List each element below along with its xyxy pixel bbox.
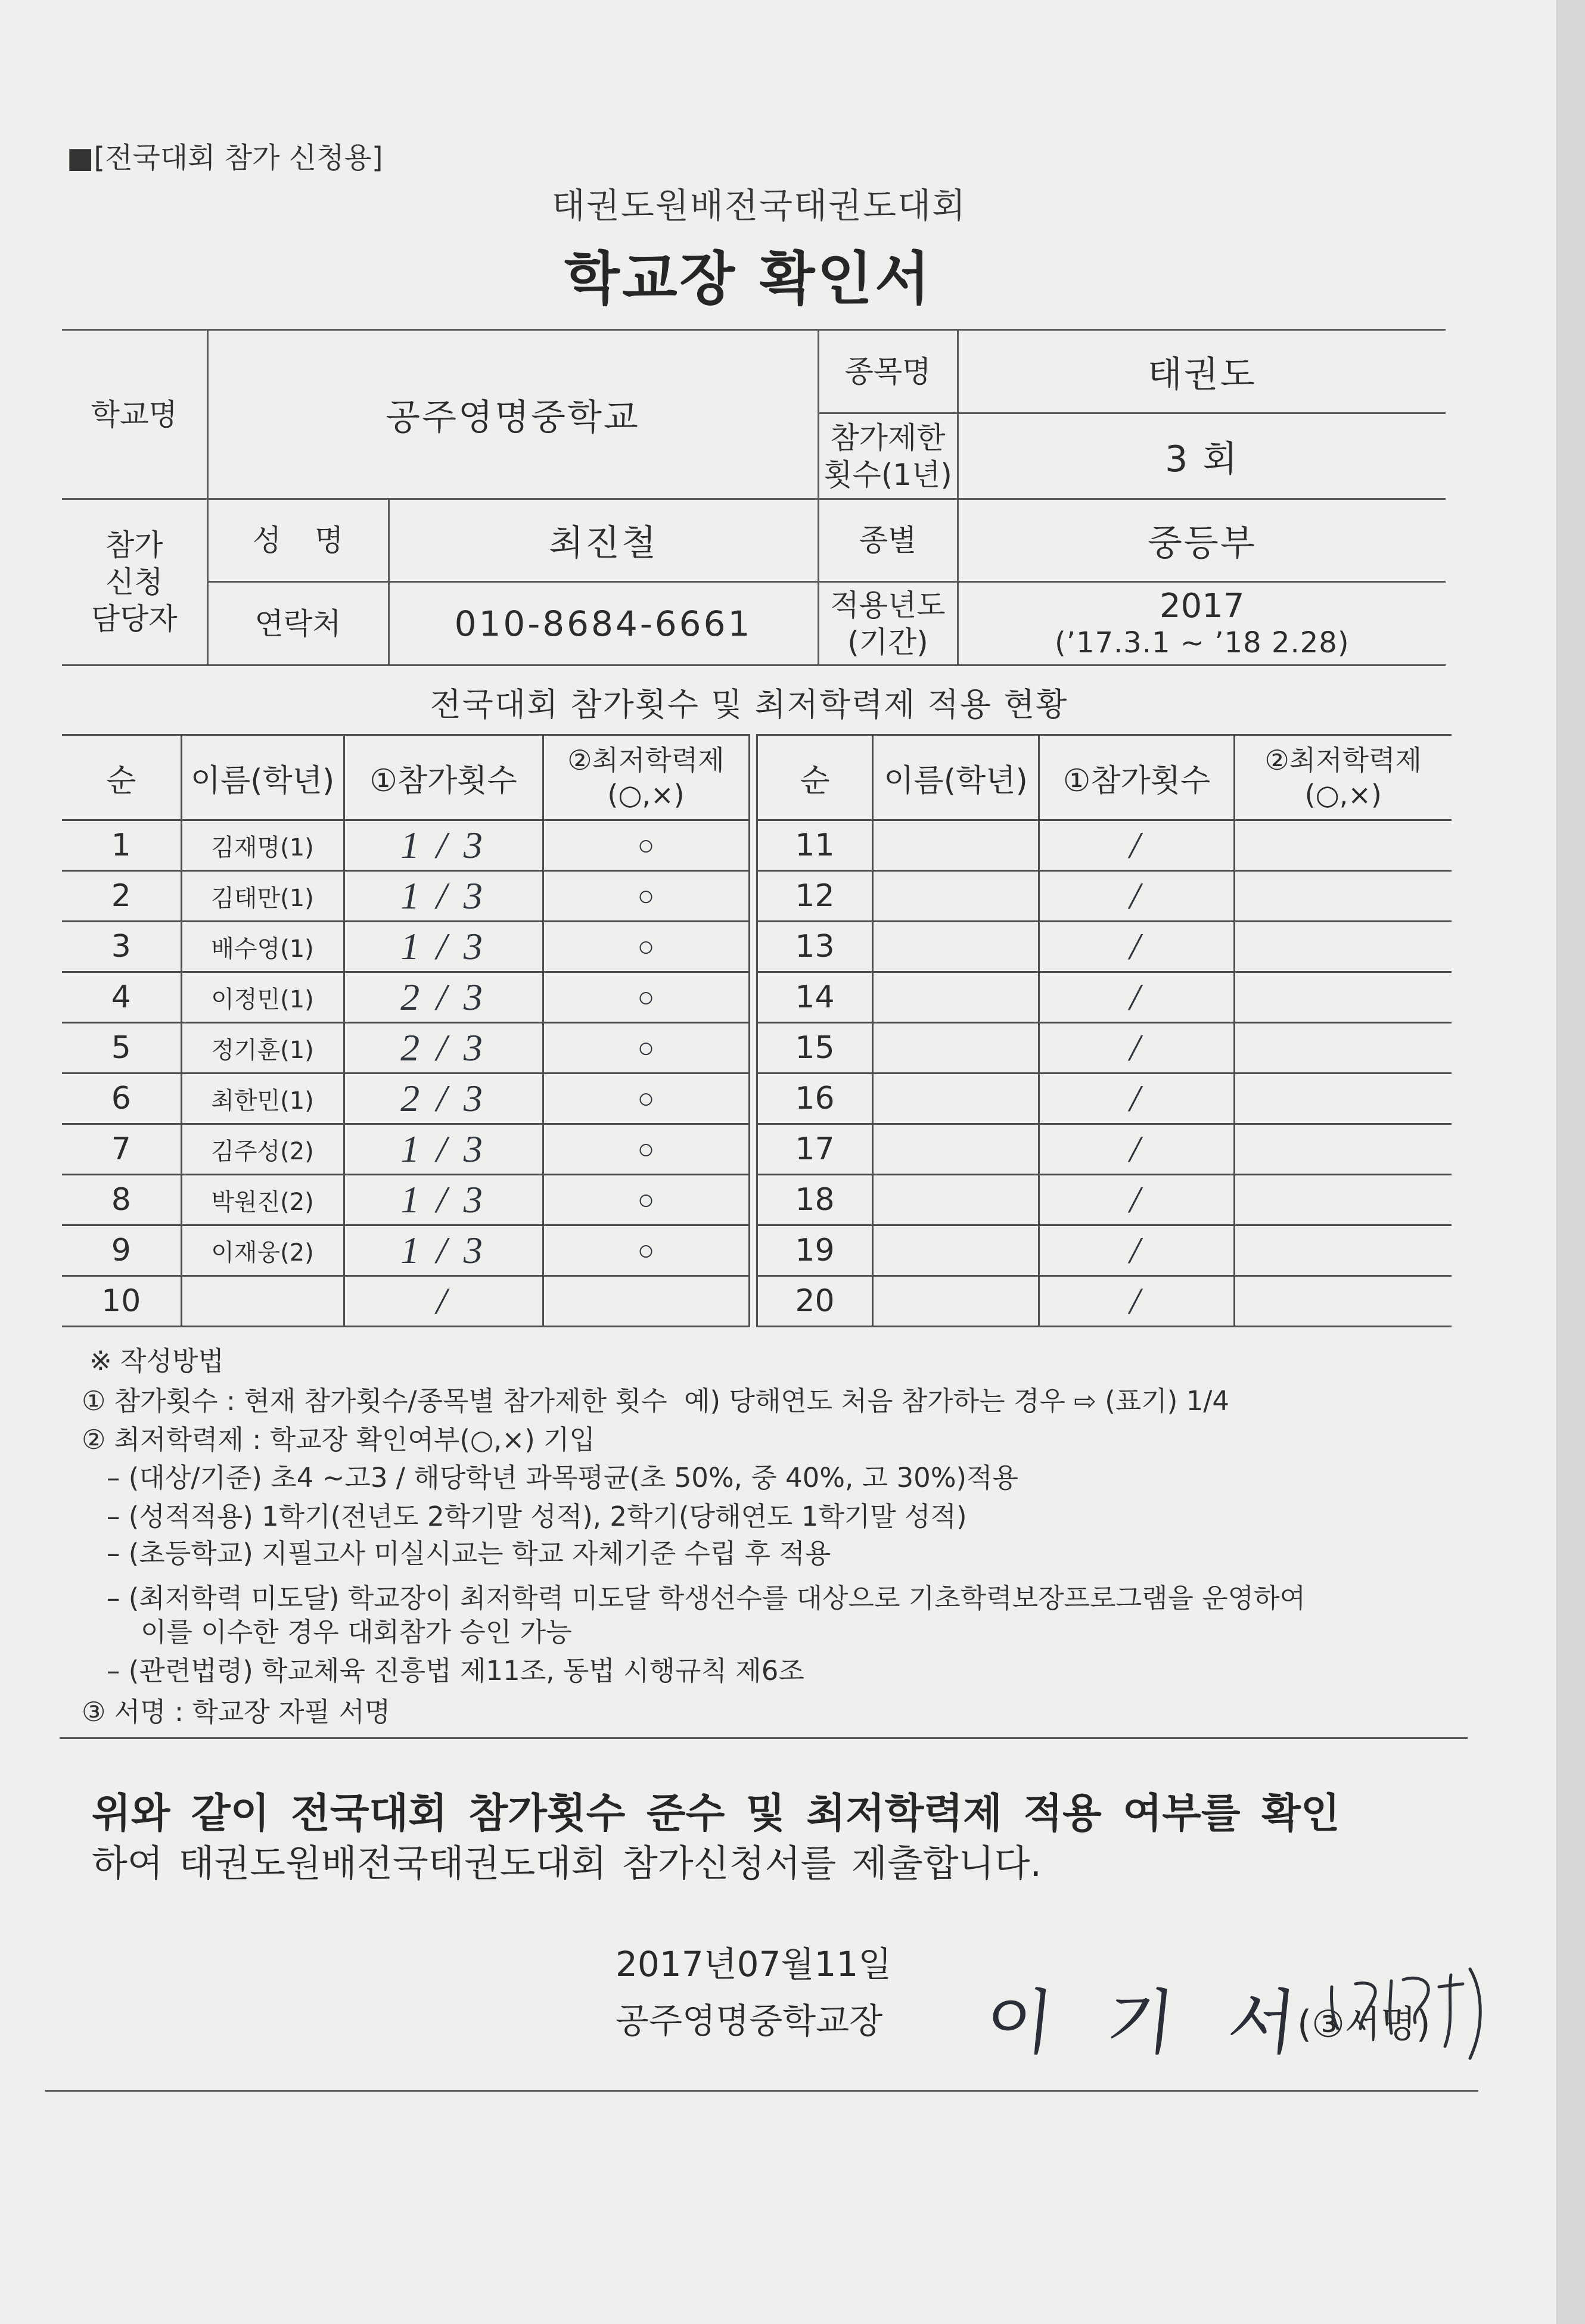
status-row — [757, 1276, 1452, 1327]
row-number-cell: 14 — [757, 972, 873, 1023]
divider — [60, 1737, 1468, 1739]
column-header-name: 이름(학년) — [873, 735, 1039, 820]
min-academic-check-cell: ○ — [543, 922, 749, 972]
participation-count-cell: 1 / 3 — [344, 871, 543, 922]
manager-label-line1: 참가 — [105, 528, 163, 562]
row-number-cell: 8 — [62, 1175, 181, 1225]
row-number-cell: 16 — [757, 1074, 873, 1124]
participation-count-cell: 2 / 3 — [344, 1023, 543, 1074]
student-name-cell: 배수영(1) — [181, 922, 344, 972]
status-row — [757, 820, 1452, 871]
participation-count-cell: 2 / 3 — [344, 972, 543, 1023]
participation-count-cell: 1 / 3 — [344, 820, 543, 871]
participation-count-cell: / — [1039, 820, 1235, 871]
status-table-left — [62, 734, 750, 1327]
form-category: ■[전국대회 참가 신청용] — [67, 141, 383, 175]
status-row — [62, 820, 749, 871]
signature-scribble-icon — [1314, 1963, 1493, 2064]
row-number-cell: 7 — [62, 1124, 181, 1175]
participation-count-cell: 1 / 3 — [344, 1175, 543, 1225]
status-row — [62, 871, 749, 922]
status-row — [62, 1124, 749, 1175]
column-header-number: 순 — [757, 735, 873, 820]
min-academic-check-cell: ○ — [543, 1124, 749, 1175]
status-row — [757, 1124, 1452, 1175]
status-row — [62, 1023, 749, 1074]
student-name-cell: 이정민(1) — [181, 972, 344, 1023]
row-number-cell: 4 — [62, 972, 181, 1023]
row-number-cell: 17 — [757, 1124, 873, 1175]
row-number-cell: 6 — [62, 1074, 181, 1124]
contact-label: 연락처 — [207, 582, 389, 665]
student-name-cell: 박원진(2) — [181, 1175, 344, 1225]
status-heading: 전국대회 참가횟수 및 최저학력제 적용 현황 — [430, 686, 1068, 723]
min-academic-check-cell — [1235, 871, 1452, 922]
applicable-year: 2017 — [1160, 586, 1245, 626]
row-number-cell: 10 — [62, 1276, 181, 1327]
manager-label — [62, 499, 207, 665]
min-academic-check-cell: ○ — [543, 1023, 749, 1074]
applicable-year-label-line2: (기간) — [847, 624, 928, 659]
min-academic-check-cell: ○ — [543, 871, 749, 922]
instruction-sub-item: – (초등학교) 지필고사 미실시교는 학교 자체기준 수립 후 적용 — [107, 1538, 831, 1569]
row-number-cell: 19 — [757, 1225, 873, 1276]
row-number-cell: 20 — [757, 1276, 873, 1327]
participation-count-cell: / — [1039, 871, 1235, 922]
row-number-cell: 11 — [757, 820, 873, 871]
min-academic-check-cell — [1235, 820, 1452, 871]
instruction-sub-item: – (관련법령) 학교체육 진흥법 제11조, 동법 시행규칙 제6조 — [107, 1655, 804, 1687]
row-number-cell: 9 — [62, 1225, 181, 1276]
status-row — [62, 1175, 749, 1225]
row-number-cell: 5 — [62, 1023, 181, 1074]
status-table-right — [756, 734, 1452, 1327]
participation-count-cell: / — [1039, 922, 1235, 972]
confirmation-statement-line2: 하여 태권도원배전국태권도대회 참가신청서를 제출합니다. — [92, 1841, 1042, 1885]
student-name-cell — [873, 922, 1039, 972]
participation-limit-label — [818, 413, 958, 499]
status-row — [757, 1225, 1452, 1276]
status-rows-left — [62, 820, 749, 1327]
status-row — [757, 1175, 1452, 1225]
bottom-divider — [45, 2090, 1478, 2092]
student-name-cell: 김주성(2) — [181, 1124, 344, 1175]
applicable-year-label-line1: 적용년도 — [830, 587, 946, 623]
applicant-info-table — [62, 329, 1446, 666]
student-name-cell: 최한민(1) — [181, 1074, 344, 1124]
status-rows-right — [757, 820, 1452, 1327]
column-header-count: ①참가횟수 — [344, 735, 543, 820]
school-name-value: 공주영명중학교 — [207, 330, 818, 499]
status-row — [62, 1225, 749, 1276]
student-name-cell — [181, 1276, 344, 1327]
column-header-name: 이름(학년) — [181, 735, 344, 820]
participation-limit-label-line1: 참가제한 — [830, 420, 946, 455]
status-row — [757, 922, 1452, 972]
min-academic-check-cell — [1235, 1124, 1452, 1175]
student-name-cell — [873, 1276, 1039, 1327]
column-header-min-academic-line1: ②최저학력제 — [567, 744, 725, 776]
manager-name-label: 성 명 — [207, 499, 389, 582]
row-number-cell: 15 — [757, 1023, 873, 1074]
student-name-cell — [873, 1124, 1039, 1175]
min-academic-check-cell: ○ — [543, 1225, 749, 1276]
status-row — [757, 1023, 1452, 1074]
min-academic-check-cell: ○ — [543, 1074, 749, 1124]
instruction-item-2: ② 최저학력제 : 학교장 확인여부(○,×) 기입 — [82, 1424, 595, 1455]
participation-count-cell: 1 / 3 — [344, 922, 543, 972]
division-label: 종별 — [818, 499, 958, 582]
row-number-cell: 18 — [757, 1175, 873, 1225]
student-name-cell: 김재명(1) — [181, 820, 344, 871]
event-name: 태권도원배전국태권도대회 — [551, 185, 967, 226]
sign-date: 2017년07월11일 — [616, 1944, 892, 1984]
status-row — [62, 1074, 749, 1124]
manager-label-line2: 신청 — [105, 565, 163, 599]
instruction-item-1: ① 참가횟수 : 현재 참가횟수/종목별 참가제한 횟수 예) 당해연도 처음 참가하는 경우 ⇨ (표기) 1/4 — [82, 1385, 1230, 1417]
paper-edge — [1556, 0, 1585, 2324]
participation-count-cell: / — [344, 1276, 543, 1327]
min-academic-check-cell — [1235, 972, 1452, 1023]
participation-count-cell: 1 / 3 — [344, 1124, 543, 1175]
student-name-cell — [873, 820, 1039, 871]
column-header-min-academic — [543, 735, 749, 820]
row-number-cell: 2 — [62, 871, 181, 922]
row-number-cell: 13 — [757, 922, 873, 972]
instructions-title: ※ 작성방법 — [89, 1345, 224, 1377]
min-academic-check-cell: ○ — [543, 972, 749, 1023]
sport-label: 종목명 — [818, 330, 958, 413]
status-row — [757, 972, 1452, 1023]
student-name-cell — [873, 1175, 1039, 1225]
column-header-min-academic-line2: (○,×) — [1304, 779, 1382, 811]
column-header-min-academic-line1: ②최저학력제 — [1264, 744, 1422, 776]
min-academic-check-cell — [1235, 1276, 1452, 1327]
row-number-cell: 1 — [62, 820, 181, 871]
min-academic-check-cell — [1235, 1074, 1452, 1124]
participation-count-cell: / — [1039, 1074, 1235, 1124]
student-name-cell — [873, 1074, 1039, 1124]
applicable-period: (’17.3.1 ~ ’18 2.28) — [1054, 626, 1350, 659]
student-name-cell: 김태만(1) — [181, 871, 344, 922]
instruction-item-3: ③ 서명 : 학교장 자필 서명 — [82, 1696, 391, 1728]
min-academic-check-cell — [1235, 1023, 1452, 1074]
participation-count-cell: / — [1039, 1175, 1235, 1225]
signature-label: (③서명) — [1297, 2002, 1431, 2046]
student-name-cell: 정기훈(1) — [181, 1023, 344, 1074]
instruction-sub-item: – (최저학력 미도달) 학교장이 최저학력 미도달 학생선수를 대상으로 기초학력보장프로그램을 운영하여 — [107, 1582, 1306, 1614]
participation-count-cell: 1 / 3 — [344, 1225, 543, 1276]
participation-count-cell: / — [1039, 1276, 1235, 1327]
row-number-cell: 3 — [62, 922, 181, 972]
status-row — [62, 972, 749, 1023]
participation-count-cell: / — [1039, 1124, 1235, 1175]
status-row — [62, 922, 749, 972]
status-row — [62, 1276, 749, 1327]
min-academic-check-cell: ○ — [543, 820, 749, 871]
manager-label-line3: 담당자 — [91, 602, 178, 636]
contact-value: 010-8684-6661 — [389, 582, 818, 665]
participation-limit-label-line2: 횟수(1년) — [823, 457, 952, 492]
school-name-label: 학교명 — [62, 330, 207, 499]
confirmation-statement-line1: 위와 같이 전국대회 참가횟수 준수 및 최저학력제 적용 여부를 확인 — [92, 1790, 1340, 1837]
applicable-year-label — [818, 582, 958, 665]
column-header-min-academic-line2: (○,×) — [607, 779, 685, 811]
instruction-sub-item: – (대상/기준) 초4 ~고3 / 해당학년 과목평균(초 50%, 중 40%, 고 30%)적용 — [107, 1462, 1018, 1494]
applicable-year-value — [958, 582, 1446, 665]
min-academic-check-cell — [1235, 1225, 1452, 1276]
document-title: 학교장 확인서 — [564, 245, 933, 312]
status-row — [757, 1074, 1452, 1124]
principal-title: 공주영명중학교장 — [616, 2001, 883, 2041]
min-academic-check-cell — [543, 1276, 749, 1327]
column-header-count: ①참가횟수 — [1039, 735, 1235, 820]
manager-name-value: 최진철 — [389, 499, 818, 582]
student-name-cell: 이재웅(2) — [181, 1225, 344, 1276]
student-name-cell — [873, 972, 1039, 1023]
instruction-sub-item: 이를 이수한 경우 대회참가 승인 가능 — [141, 1616, 572, 1648]
min-academic-check-cell — [1235, 922, 1452, 972]
student-name-cell — [873, 871, 1039, 922]
participation-count-cell: 2 / 3 — [344, 1074, 543, 1124]
column-header-number: 순 — [62, 735, 181, 820]
participation-count-cell: / — [1039, 1023, 1235, 1074]
handwritten-signature: 이 기 서 — [981, 1981, 1316, 2064]
row-number-cell: 12 — [757, 871, 873, 922]
student-name-cell — [873, 1225, 1039, 1276]
participation-count-cell: / — [1039, 1225, 1235, 1276]
column-header-min-academic — [1235, 735, 1452, 820]
status-row — [757, 871, 1452, 922]
participation-count-cell: / — [1039, 972, 1235, 1023]
instruction-sub-item: – (성적적용) 1학기(전년도 2학기말 성적), 2학기(당해연도 1학기말 성적) — [107, 1501, 967, 1532]
participation-limit-value: 3 회 — [958, 413, 1446, 499]
sport-value: 태권도 — [958, 330, 1446, 413]
min-academic-check-cell — [1235, 1175, 1452, 1225]
division-value: 중등부 — [958, 499, 1446, 582]
min-academic-check-cell: ○ — [543, 1175, 749, 1225]
student-name-cell — [873, 1023, 1039, 1074]
